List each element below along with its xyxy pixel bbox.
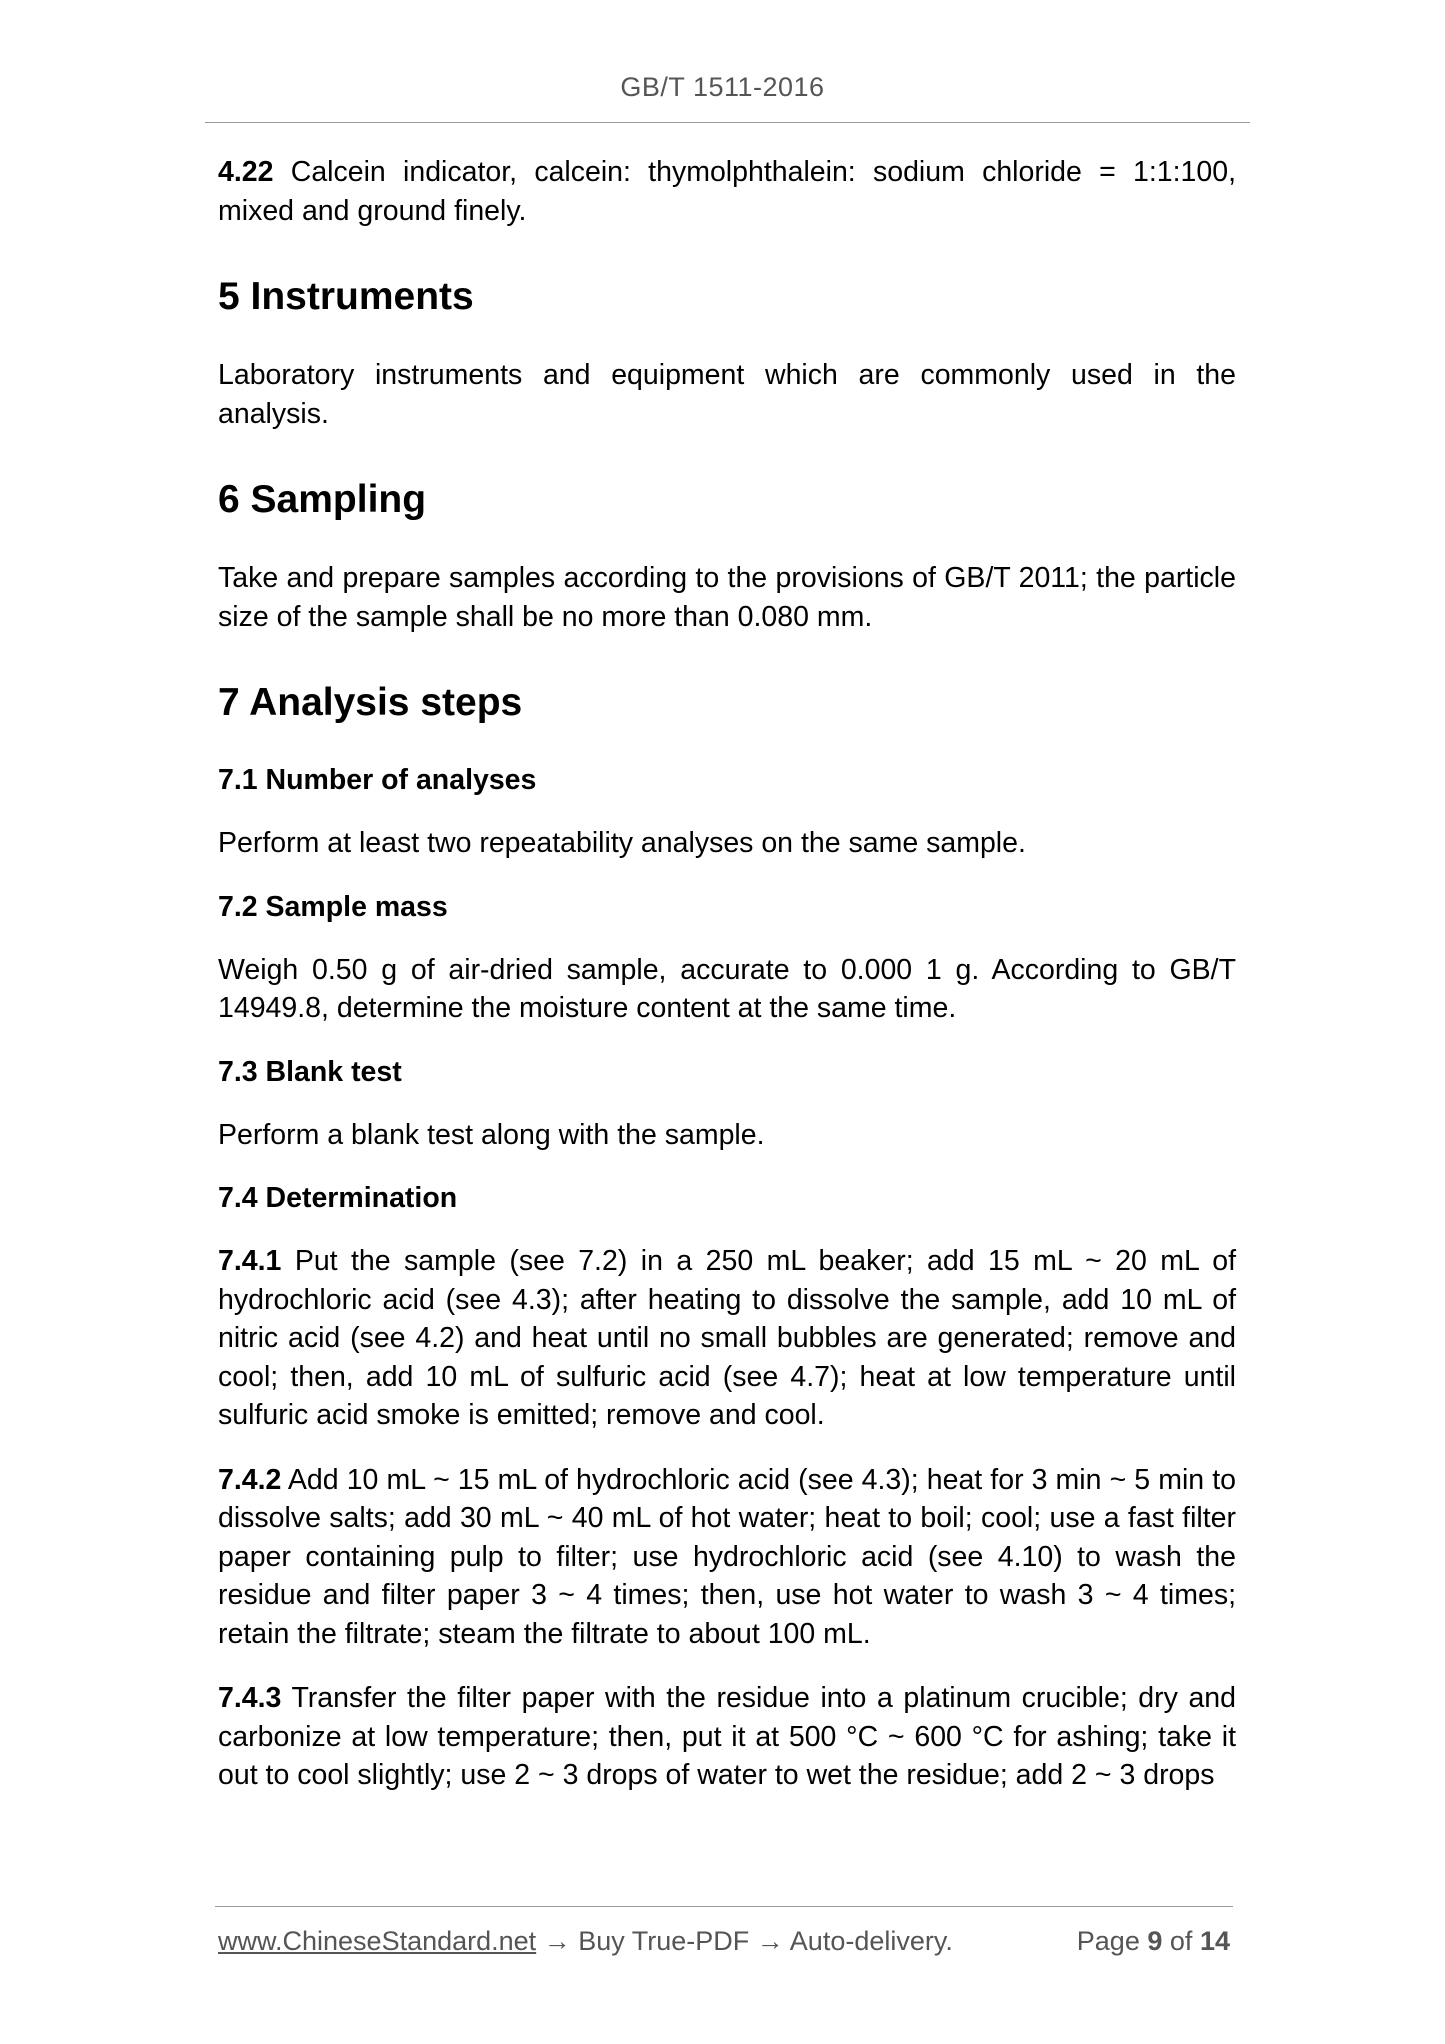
footer-left (218, 1926, 953, 1957)
footer (218, 1926, 1230, 1962)
clause-4-22 (218, 153, 1236, 230)
clause-text: Add 10 mL ~ 15 mL of hydrochloric acid (see 4.3); heat for 3 min ~ 5 min to dissolve salts; add 30 mL ~ 40 mL of hot water; heat to boil; cool; use a fast filter paper containing pulp to filter; use hydrochloric acid (see 4.10) to wash the residue and filter paper 3 ~ 4 times; then, use hot water to wash 3 ~ 4 times; retain the filtrate; steam the filtrate to about 100 mL. (218, 1463, 1236, 1650)
subsection-7-3-heading: 7.3 Blank test (218, 1055, 402, 1088)
clause-text: Calcein indicator, calcein: thymolphthalein: sodium chloride = 1:1:100, mixed and ground finely. (218, 156, 1236, 227)
clause-number: 7.4.3 (218, 1682, 282, 1714)
section-6-body: Take and prepare samples according to the provisions of GB/T 2011; the particle size of the sample shall be no more than 0.080 mm. (218, 562, 1236, 633)
section-5-heading: 5 Instruments (218, 275, 474, 318)
clause-7-4-3 (218, 1679, 1236, 1795)
total-pages-number: 14 (1199, 1926, 1230, 1956)
clause-number: 7.4.1 (218, 1245, 282, 1277)
clause-text: Transfer the filter paper with the residue into a platinum crucible; dry and carbonize at low temperature; then, put it at 500 °C ~ 600 °C for ashing; take it out to cool slightly; use 2 ~ 3 drops of water to wet the residue; add 2 ~ 3 drops (218, 1682, 1236, 1791)
page-label: Page (1076, 1926, 1140, 1956)
website-link[interactable]: www.ChineseStandard.net (218, 1926, 537, 1956)
clause-text: Put the sample (see 7.2) in a 250 mL beaker; add 15 mL ~ 20 mL of hydrochloric acid (see 4.3); after heating to dissolve the sample, add 10 mL of nitric acid (see 4.2) and heat until no small bubbles are generated; remove and cool; then, add 10 mL of sulfuric acid (see 4.7); heat at low temperature until sulfuric acid smoke is emitted; remove and cool. (218, 1245, 1236, 1431)
footer-divider (215, 1906, 1233, 1907)
delivery-text: Auto-delivery. (789, 1926, 953, 1956)
section-6-heading: 6 Sampling (218, 478, 427, 521)
right-arrow-icon: → (543, 1926, 571, 1956)
clause-number: 4.22 (218, 156, 274, 188)
clause-7-4-2 (218, 1461, 1236, 1654)
header-divider (205, 122, 1250, 123)
subsection-7-3-body: Perform a blank test along with the sample. (218, 1118, 765, 1151)
of-label: of (1169, 1926, 1193, 1956)
subsection-7-2-body: Weigh 0.50 g of air-dried sample, accurate to 0.000 1 g. According to GB/T 14949.8, determine the moisture content at the same time. (218, 953, 1236, 1024)
section-7-heading: 7 Analysis steps (218, 681, 523, 724)
right-arrow-icon: → (756, 1926, 784, 1956)
subsection-7-4-heading: 7.4 Determination (218, 1182, 458, 1214)
section-5-body: Laboratory instruments and equipment which are commonly used in the analysis. (218, 359, 1236, 430)
subsection-7-2-heading: 7.2 Sample mass (218, 890, 448, 923)
buy-text: Buy True-PDF (578, 1926, 750, 1956)
header-standard-number: GB/T 1511-2016 (620, 72, 825, 102)
current-page-number: 9 (1147, 1926, 1163, 1956)
page-content (218, 153, 1236, 1795)
page-indicator (1077, 1926, 1230, 1957)
clause-7-4-1 (218, 1242, 1236, 1435)
subsection-7-1-body: Perform at least two repeatability analyses on the same sample. (218, 827, 1026, 859)
clause-number: 7.4.2 (218, 1463, 282, 1496)
subsection-7-1-heading: 7.1 Number of analyses (218, 764, 537, 796)
